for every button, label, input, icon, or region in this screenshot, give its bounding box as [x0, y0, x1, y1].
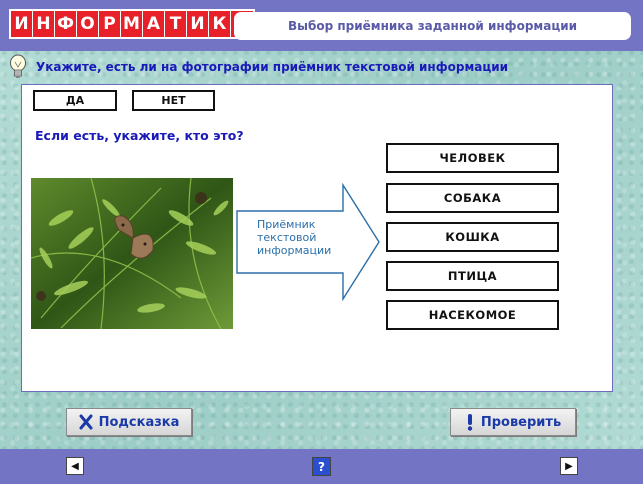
option-cat-button[interactable]: КОШКА: [386, 222, 559, 252]
logo-letter: А: [143, 11, 165, 37]
task-panel: [21, 84, 613, 392]
forward-button[interactable]: [560, 457, 578, 475]
check-button[interactable]: [450, 408, 576, 436]
instruction-text: Укажите, есть ли на фотографии приёмник текстовой информации: [36, 60, 509, 74]
logo-letter: И: [11, 11, 33, 37]
question-text: Если есть, укажите, кто это?: [35, 128, 244, 143]
lightbulb-icon: [8, 54, 28, 80]
triangle-right-icon: ▶: [565, 460, 573, 472]
triangle-left-icon: ◀: [71, 460, 79, 472]
bottom-nav-bar: [0, 449, 643, 484]
logo-letter: Н: [33, 11, 55, 37]
logo-letter: И: [187, 11, 209, 37]
help-button[interactable]: [312, 457, 331, 476]
cross-icon: [79, 414, 93, 430]
logo-letter: Т: [165, 11, 187, 37]
arrow-label: Приёмник текстовой информации: [257, 218, 332, 257]
option-dog-button[interactable]: СОБАКА: [386, 183, 559, 213]
butterfly-photo: [31, 178, 233, 329]
check-label: Проверить: [480, 414, 562, 430]
exclamation-icon: [465, 413, 475, 431]
receiver-arrow: [235, 183, 381, 301]
logo-letter: Р: [99, 11, 121, 37]
logo-letter: О: [77, 11, 99, 37]
instruction-row: [0, 52, 643, 82]
question-mark-icon: ?: [318, 459, 325, 474]
app-logo: [9, 9, 255, 39]
option-insect-button[interactable]: НАСЕКОМОЕ: [386, 300, 559, 330]
back-button[interactable]: [66, 457, 84, 475]
hint-button[interactable]: [66, 408, 192, 436]
hint-label: Подсказка: [98, 414, 180, 430]
logo-letter: Ф: [55, 11, 77, 37]
yes-button[interactable]: ДА: [33, 90, 117, 111]
logo-letter: М: [121, 11, 143, 37]
option-bird-button[interactable]: ПТИЦА: [386, 261, 559, 291]
logo-letter: К: [209, 11, 231, 37]
no-button[interactable]: НЕТ: [132, 90, 215, 111]
option-human-button[interactable]: ЧЕЛОВЕК: [386, 143, 559, 173]
header-bar: [0, 0, 643, 51]
page-title: Выбор приёмника заданной информации: [234, 12, 631, 40]
